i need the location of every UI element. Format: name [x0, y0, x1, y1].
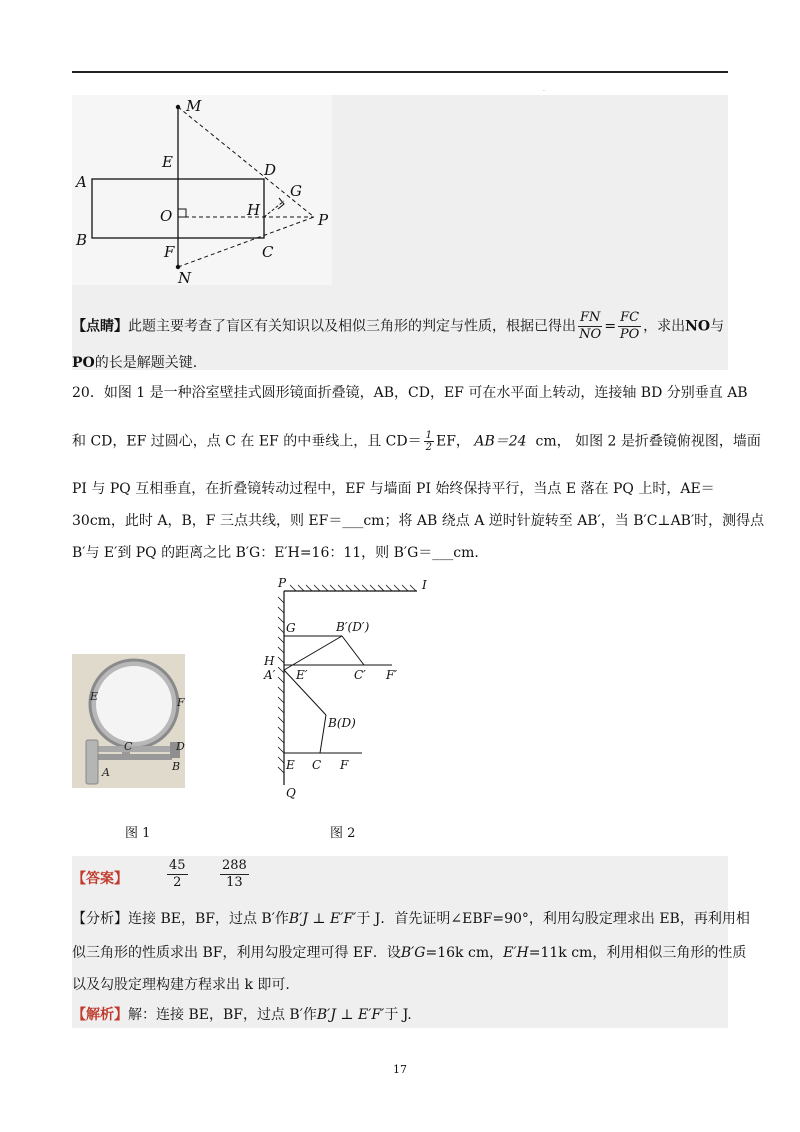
problem-line-5: B′与 E′到 PQ 的距离之比 B′G：E′H=16：11，则 B′G＝___cm. — [72, 545, 479, 561]
fig2-label-b-d: B(D) — [328, 716, 356, 730]
answer-value-2: $\frac{288}{13}$ — [222, 858, 247, 890]
right-angle-o — [178, 209, 186, 217]
mirror-glass — [96, 666, 172, 742]
problem-line-4: 30cm，此时 A，B，F 三点共线，则 EF＝___cm；将 AB 绕点 A 逆时针旋转至 AB′，当 B′C⊥AB′时，测得点 — [72, 513, 765, 529]
figure-2-top-view — [252, 575, 432, 805]
label-h: H — [247, 201, 261, 219]
label-d: D — [264, 161, 277, 179]
dianjing-text-c: 与 — [710, 318, 725, 335]
line-hg — [264, 201, 284, 217]
segment-bc-prime — [342, 636, 364, 665]
photo-label-c: C — [124, 740, 133, 753]
figure-1-photo — [72, 654, 185, 788]
page-number: 17 — [393, 1063, 407, 1076]
photo-label-d: D — [176, 740, 185, 753]
fig2-label-g: G — [286, 621, 296, 635]
fig2-label-e-prime: E′ — [296, 668, 308, 682]
label-p: P — [318, 211, 329, 229]
label-f: F — [164, 243, 175, 261]
analysis-tag: 【分析】 — [72, 911, 128, 927]
figure-1-geometry — [72, 95, 332, 285]
wall-bracket — [86, 740, 98, 784]
mirror-arm-top — [94, 746, 172, 752]
dianjing-line-1: 【点睛】此题主要考查了盲区有关知识以及相似三角形的判定与性质，根据已得出 $\frac{FN}{NO}$ = $\frac{FC}{PO}$ ，求出NO与 — [72, 310, 725, 342]
fraction-one-half: $\frac{1}{2}$ — [425, 430, 432, 453]
photo-label-b: B — [172, 760, 181, 773]
dianjing-text-b: ，求出 — [643, 318, 686, 335]
mirror-photo-svg — [72, 654, 185, 788]
header-dot: · — [543, 88, 545, 95]
dianjing-text-a: 此题主要考查了盲区有关知识以及相似三角形的判定与性质，根据已得出 — [128, 318, 576, 335]
dianjing-bold-po: PO — [72, 355, 95, 371]
analysis-line-3: 以及勾股定理构建方程求出 k 即可. — [72, 977, 290, 993]
solution-tag: 【解析】 — [72, 1007, 128, 1023]
dianjing-line-2 — [72, 352, 197, 374]
solution-line: 【解析】解：连接 BE，BF，过点 B′作B′J ⊥ E′F′于 J. — [72, 1007, 412, 1023]
fig2-label-h: H — [264, 654, 275, 668]
label-m: M — [186, 97, 202, 115]
label-n: N — [178, 269, 192, 285]
dianjing-bold-no: NO — [685, 318, 711, 335]
fraction-fc-po: $\frac{FC}{PO}$ — [619, 310, 640, 342]
answer-tag: 【答案】 — [72, 871, 128, 887]
header-rule — [72, 71, 728, 73]
fig2-label-c: C — [312, 758, 322, 772]
mirror-arm-bottom — [94, 754, 172, 760]
problem-line-1: 20．如图 1 是一种浴室壁挂式圆形镜面折叠镜，AB，CD，EF 可在水平面上转动，连接轴 BD 分别垂直 AB — [72, 385, 748, 401]
photo-label-a: A — [102, 766, 110, 779]
label-a: A — [76, 173, 87, 191]
analysis-line-1: 【分析】连接 BE，BF，过点 B′作B′J ⊥ E′F′于 J．首先证明∠EBF=90°，利用勾股定理求出 EB，再利用相 — [72, 911, 750, 927]
label-c: C — [262, 243, 274, 261]
caption-figure-1: 图 1 — [125, 826, 151, 841]
dianjing-tag: 【点睛】 — [72, 318, 128, 335]
answer-value-1: $\frac{45}{2}$ — [169, 858, 186, 890]
label-g: G — [290, 182, 302, 200]
label-b: B — [76, 231, 88, 249]
top-view-svg — [252, 575, 432, 805]
line-mp — [178, 107, 314, 217]
fig2-label-a-prime: A′ — [264, 668, 276, 682]
label-o: O — [160, 207, 173, 225]
photo-label-f: F — [177, 696, 185, 709]
fraction-fn-no: $\frac{FN}{NO}$ — [579, 310, 602, 342]
dianjing-line2-rest: 的长是解题关键. — [94, 355, 198, 371]
segment-bc — [320, 715, 326, 753]
fig2-label-i: I — [422, 578, 427, 592]
fig2-label-c-prime: C′ — [354, 668, 366, 682]
geometry-svg — [72, 95, 332, 285]
fig2-label-q: Q — [286, 786, 296, 800]
photo-label-e: E — [90, 690, 99, 703]
answer-line — [72, 868, 128, 890]
problem-line-2: 和 CD，EF 过圆心，点 C 在 EF 的中垂线上，且 CD＝ $\frac{1}{2}$ EF， AB＝24 cm， 如图 2 是折叠镜俯视图，墙面 — [72, 430, 761, 453]
fig2-label-p: P — [278, 576, 287, 590]
analysis-line-2: 似三角形的性质求出 BF，利用勾股定理可得 EF．设B′G=16k cm，E′H=11k cm，利用相似三角形的性质 — [72, 945, 747, 961]
fig2-label-f-prime: F′ — [386, 668, 398, 682]
caption-figure-2: 图 2 — [330, 826, 356, 841]
line-np — [178, 217, 314, 267]
problem-line-3: PI 与 PQ 互相垂直，在折叠镜转动过程中，EF 与墙面 PI 始终保持平行，当点 E 落在 PQ 上时，AE＝ — [72, 481, 715, 497]
label-e: E — [162, 153, 173, 171]
fig2-label-f: F — [340, 758, 349, 772]
fig2-label-b-prime-d-prime: B′(D′) — [336, 620, 370, 634]
fig2-label-e: E — [286, 758, 295, 772]
